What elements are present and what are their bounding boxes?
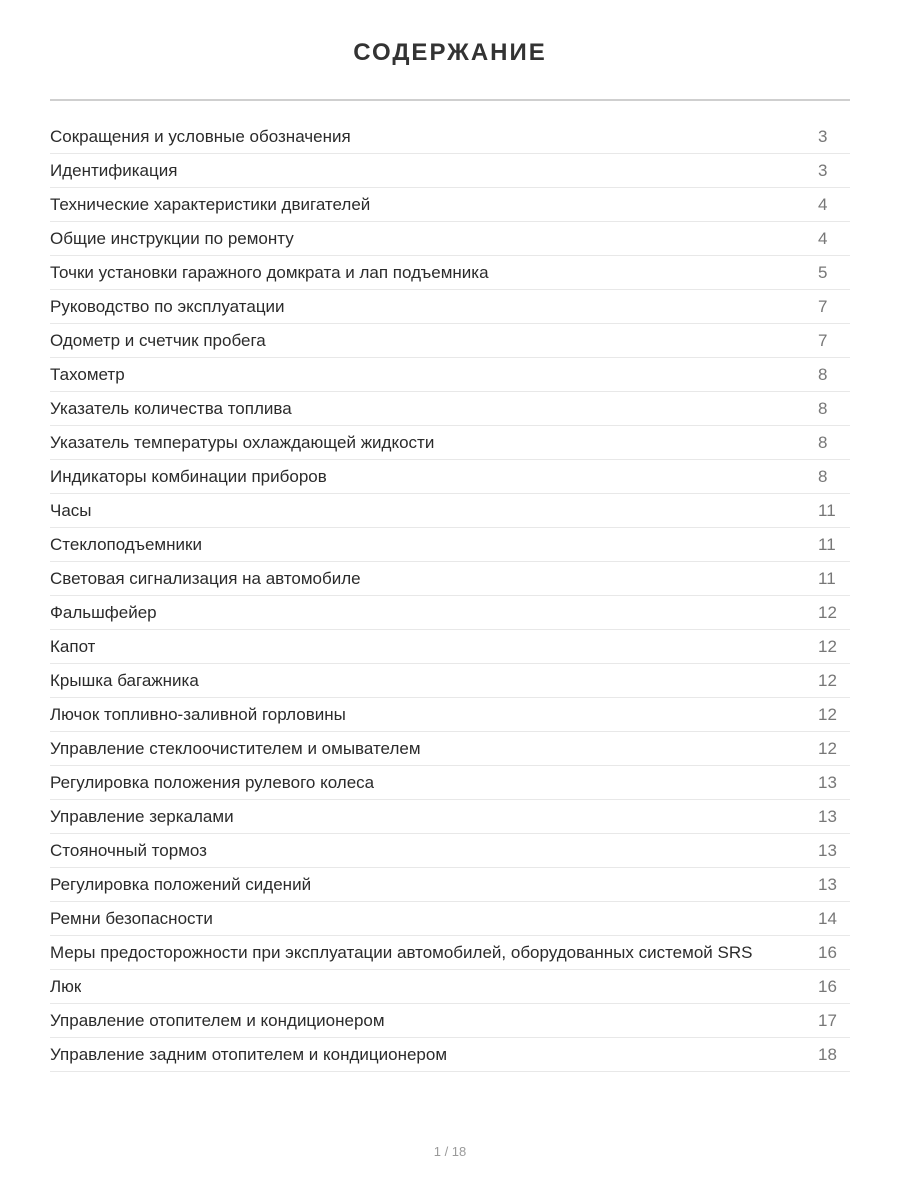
toc-entry-title: Капот xyxy=(50,636,96,656)
toc-entry-title: Фальшфейер xyxy=(50,602,157,622)
toc-entry-page-number: 12 xyxy=(818,636,837,656)
toc-entry-page-number: 7 xyxy=(818,330,828,350)
toc-entry-page-number: 7 xyxy=(818,296,828,316)
toc-entry-title: Люк xyxy=(50,976,82,996)
toc-entry-page-number: 12 xyxy=(818,704,837,724)
toc-entry-title: Световая сигнализация на автомобиле xyxy=(50,568,361,588)
toc-entry-title: Управление задним отопителем и кондиционером xyxy=(50,1044,448,1064)
toc-entry-title: Индикаторы комбинации приборов xyxy=(50,466,327,486)
page-counter: 1 / 18 xyxy=(433,1144,467,1159)
toc-entry-page-number: 8 xyxy=(818,432,828,452)
toc-entry[interactable] xyxy=(50,766,850,800)
toc-entry[interactable] xyxy=(50,358,850,392)
toc-entry-page-number: 14 xyxy=(818,908,837,928)
toc-entry[interactable] xyxy=(50,154,850,188)
toc-entry-title: Сокращения и условные обозначения xyxy=(50,126,351,146)
toc-entry-title: Управление зеркалами xyxy=(50,806,234,826)
toc-entry[interactable] xyxy=(50,562,850,596)
toc-entry[interactable] xyxy=(50,698,850,732)
toc-entry-page-number: 8 xyxy=(818,398,828,418)
toc-entry-title: Часы xyxy=(50,500,92,520)
toc-entry-page-number: 13 xyxy=(818,840,837,860)
toc-entry-page-number: 4 xyxy=(818,228,828,248)
toc-entry[interactable] xyxy=(50,290,850,324)
toc-entry-page-number: 8 xyxy=(818,466,828,486)
toc-entry[interactable] xyxy=(50,902,850,936)
toc-entry-page-number: 17 xyxy=(818,1010,837,1030)
toc-entry[interactable] xyxy=(50,596,850,630)
title-divider xyxy=(50,99,850,101)
toc-entry[interactable] xyxy=(50,120,850,154)
toc-entry-page-number: 4 xyxy=(818,194,828,214)
toc-entry-title: Указатель температуры охлаждающей жидкости xyxy=(50,432,435,452)
toc-entry-title: Точки установки гаражного домкрата и лап подъемника xyxy=(50,262,489,282)
toc-entry-page-number: 16 xyxy=(818,942,837,962)
toc-entry[interactable] xyxy=(50,630,850,664)
toc-entry-page-number: 13 xyxy=(818,874,837,894)
toc-entry-title: Идентификация xyxy=(50,160,178,180)
toc-entry-page-number: 8 xyxy=(818,364,828,384)
toc-entry[interactable] xyxy=(50,426,850,460)
toc-entry-page-number: 18 xyxy=(818,1044,837,1064)
page-title: СОДЕРЖАНИЕ xyxy=(353,39,547,66)
toc-entry[interactable] xyxy=(50,936,850,970)
toc-entry-page-number: 11 xyxy=(818,568,836,588)
toc-entry-title: Руководство по эксплуатации xyxy=(50,296,285,316)
toc-entry[interactable] xyxy=(50,188,850,222)
toc-entry[interactable] xyxy=(50,528,850,562)
toc-entry-title: Стояночный тормоз xyxy=(50,840,207,860)
toc-entry[interactable] xyxy=(50,732,850,766)
toc-entry[interactable] xyxy=(50,800,850,834)
toc-entry[interactable] xyxy=(50,324,850,358)
toc-entry-page-number: 12 xyxy=(818,602,837,622)
toc-entry-title: Указатель количества топлива xyxy=(50,398,292,418)
toc-entry[interactable] xyxy=(50,392,850,426)
toc-entry-page-number: 11 xyxy=(818,500,836,520)
toc-entry-page-number: 11 xyxy=(818,534,836,554)
toc-entry-page-number: 12 xyxy=(818,738,837,758)
toc-entry-title: Стеклоподъемники xyxy=(50,534,202,554)
toc-entry-title: Одометр и счетчик пробега xyxy=(50,330,266,350)
toc-entry[interactable] xyxy=(50,664,850,698)
toc-entry[interactable] xyxy=(50,1004,850,1038)
toc-entry[interactable] xyxy=(50,460,850,494)
table-of-contents xyxy=(50,120,850,1072)
toc-entry-title: Управление стеклоочистителем и омывателем xyxy=(50,738,421,758)
toc-entry[interactable] xyxy=(50,256,850,290)
toc-entry[interactable] xyxy=(50,834,850,868)
toc-entry-title: Управление отопителем и кондиционером xyxy=(50,1010,385,1030)
toc-entry-page-number: 13 xyxy=(818,806,837,826)
toc-entry-title: Лючок топливно-заливной горловины xyxy=(50,704,346,724)
toc-entry-page-number: 13 xyxy=(818,772,837,792)
toc-entry-page-number: 3 xyxy=(818,126,828,146)
toc-entry-page-number: 12 xyxy=(818,670,837,690)
toc-entry[interactable] xyxy=(50,970,850,1004)
toc-entry-title: Регулировка положений сидений xyxy=(50,874,312,894)
toc-entry-title: Меры предосторожности при эксплуатации автомобилей, оборудованных системой SRS xyxy=(50,942,753,962)
toc-entry-title: Общие инструкции по ремонту xyxy=(50,228,294,248)
toc-entry-page-number: 5 xyxy=(818,262,828,282)
toc-entry-title: Крышка багажника xyxy=(50,670,199,690)
toc-entry-title: Регулировка положения рулевого колеса xyxy=(50,772,375,792)
toc-entry-page-number: 16 xyxy=(818,976,837,996)
toc-entry-title: Технические характеристики двигателей xyxy=(50,194,371,214)
toc-entry[interactable] xyxy=(50,222,850,256)
toc-entry-title: Тахометр xyxy=(50,364,125,384)
toc-entry-title: Ремни безопасности xyxy=(50,908,213,928)
toc-entry[interactable] xyxy=(50,868,850,902)
toc-entry[interactable] xyxy=(50,1038,850,1072)
toc-entry[interactable] xyxy=(50,494,850,528)
toc-entry-page-number: 3 xyxy=(818,160,828,180)
